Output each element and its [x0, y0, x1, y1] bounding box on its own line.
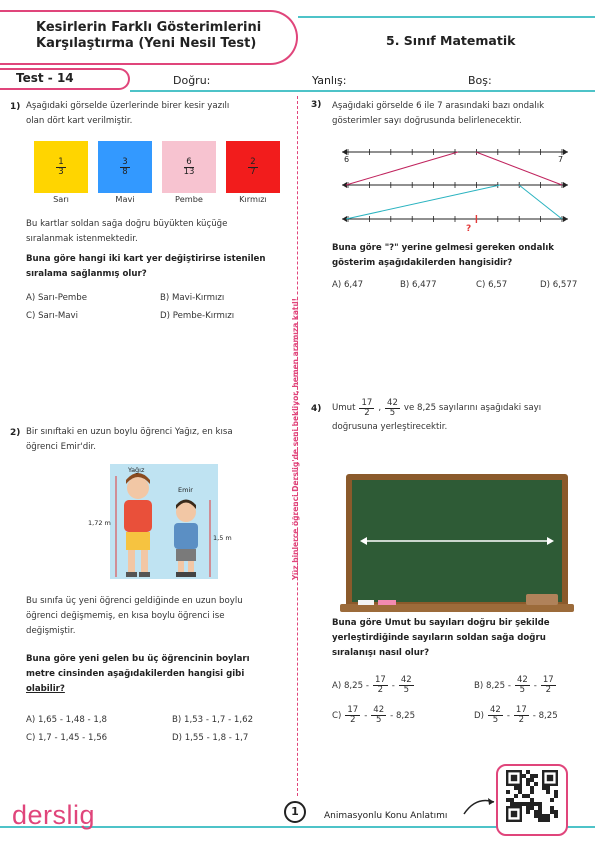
tall-boy-shirt [124, 500, 152, 532]
card-red [226, 141, 280, 193]
denominator: 5 [519, 685, 526, 695]
q4-prompt-line: sıralanışı nasıl olur? [332, 648, 430, 658]
q3-text-line: Aşağıdaki görselde 6 ile 7 arasındaki bazı ondalık [332, 101, 545, 111]
q4-option-a[interactable] [332, 676, 414, 695]
fraction-42-5 [488, 706, 503, 725]
q1-prompt-line: sıralama sağlanmış olur? [26, 269, 147, 279]
q2-prompt-line: metre cinsinden aşağıdakilerden hangisi gibi [26, 669, 245, 679]
option-text: C) [332, 710, 342, 721]
side-promo-text: Yüz binlerce öğrenci Derslig'de seni bekliyor, hemen aramıza katıl! [291, 297, 300, 580]
denominator: 2 [545, 685, 552, 695]
tall-boy-head [127, 477, 149, 499]
option-text: - 8,25 [532, 710, 558, 721]
page-number: 1 [284, 801, 306, 823]
denominator: 5 [492, 715, 499, 725]
fraction-42-5 [371, 706, 386, 725]
card-numerator: 1 [58, 156, 64, 167]
option-text: - 8,25 [390, 710, 416, 721]
option-text: A) 8,25 - [332, 680, 369, 691]
q4-text: Umut [332, 403, 356, 413]
q3-prompt-line: Buna göre "?" yerine gelmesi gereken ondalık [332, 243, 554, 253]
tall-boy-shoe [126, 572, 137, 577]
q1-text-line: sıralanmak istenmektedir. [26, 234, 138, 244]
question-1-number: 1) [10, 102, 21, 112]
tall-boy-leg [141, 550, 148, 574]
tall-boy-shorts [126, 532, 150, 550]
card-label: Kırmızı [239, 194, 267, 204]
students-illustration [90, 464, 240, 582]
question-4-number: 4) [311, 404, 322, 414]
option-dash: - [391, 680, 395, 691]
number-line-diagram [338, 140, 573, 235]
subject-label: 5. Sınıf Matematik [386, 33, 516, 48]
q1-text-line: Bu kartlar soldan sağa doğru büyükten küçüğe [26, 219, 228, 229]
question-3-prompt [332, 241, 590, 271]
q1-option-b[interactable]: B) Mavi-Kırmızı [160, 293, 225, 303]
short-student-height: 1,5 m [213, 534, 232, 542]
title-line-1: Kesirlerin Farklı Gösterimlerini [36, 20, 262, 35]
score-line [130, 90, 595, 92]
card-yellow [34, 141, 88, 193]
question-2-prompt [26, 652, 284, 697]
chalk-white [358, 600, 374, 605]
short-boy-shoe [186, 572, 196, 577]
q2-text-line: Bir sınıftaki en uzun boylu öğrenci Yağız, en kısa [26, 427, 233, 437]
question-4-prompt [332, 616, 590, 661]
chalkboard-number-line [352, 480, 562, 602]
question-4-intro-line: Umut $\frac{17}{2}$ , $\frac{42}{5}$ ve 8,25 sayılarını aşağıdaki sayı [332, 398, 542, 418]
short-boy-shorts [176, 549, 196, 561]
q2-option-c[interactable]: C) 1,7 - 1,45 - 1,56 [26, 733, 108, 743]
fraction-17-2 [345, 706, 360, 725]
q3-option-c[interactable]: C) 6,57 [476, 280, 508, 290]
denominator: 5 [376, 715, 382, 725]
fraction-42-5 [385, 399, 400, 418]
card-denominator: 13 [183, 166, 195, 177]
numerator: 42 [489, 705, 501, 715]
title-line-2: Karşılaştırma (Yeni Nesil Test) [36, 36, 257, 51]
denominator: 2 [518, 715, 525, 725]
fraction-17-2 [359, 399, 374, 418]
derslig-logo[interactable]: derslig [12, 800, 96, 830]
q2-text-line: değişmiştir. [26, 626, 76, 636]
question-2-intro [26, 425, 282, 455]
numerator: 17 [361, 398, 373, 408]
question-1-prompt [26, 252, 284, 282]
short-boy-shirt [174, 523, 198, 549]
animated-lesson-link[interactable]: Animasyonlu Konu Anlatımı [324, 811, 448, 821]
fraction-17-2 [541, 676, 556, 695]
q4-option-b[interactable] [474, 676, 556, 695]
page-title [36, 20, 261, 52]
q1-option-c[interactable]: C) Sarı-Mavi [26, 311, 78, 321]
numerator: 17 [374, 675, 386, 685]
fraction-42-5 [399, 676, 414, 695]
q1-text-line: Aşağıdaki görselde üzerlerinde birer kesir yazılı [26, 101, 230, 111]
question-1-body [26, 217, 282, 247]
q3-option-a[interactable]: A) 6,47 [332, 280, 364, 290]
q4-option-c[interactable] [332, 706, 415, 725]
wrong-label: Yanlış: [312, 74, 347, 87]
q4-prompt-line: Buna göre Umut bu sayıları doğru bir şekilde [332, 618, 550, 628]
numerator: 17 [515, 705, 527, 715]
option-text: D) [474, 710, 484, 721]
numerator: 17 [542, 675, 554, 685]
question-4-intro-line-2: doğrusuna yerleştirecektir. [332, 422, 448, 432]
q3-text-line: gösterimler sayı doğrusunda belirlenecektir. [332, 116, 522, 126]
chalkboard-ledge [340, 604, 574, 612]
chalk-pink [378, 600, 396, 605]
numerator: 42 [516, 675, 528, 685]
q4-option-d[interactable] [474, 706, 558, 725]
tall-boy-leg [128, 550, 135, 574]
q2-option-b[interactable]: B) 1,53 - 1,7 - 1,62 [172, 715, 254, 725]
denominator: 2 [377, 685, 384, 695]
card-label: Mavi [115, 194, 135, 204]
q4-prompt-line: yerleştirdiğinde sayıların soldan sağa doğru [332, 633, 546, 643]
card-denominator: 3 [58, 166, 64, 177]
zoom-line-right-1 [476, 152, 562, 185]
card-denominator: 8 [122, 166, 128, 177]
q1-text-line: olan dört kart verilmiştir. [26, 116, 133, 126]
number-line-label-left: 6 [344, 155, 350, 164]
question-3-number: 3) [311, 100, 322, 110]
q4-text: ve 8,25 sayılarını aşağıdaki sayı [403, 403, 542, 413]
zoom-line-left-2 [346, 185, 500, 219]
q2-text-line: Bu sınıfa üç yeni öğrenci geldiğinde en uzun boylu [26, 596, 243, 606]
card-blue [98, 141, 152, 193]
q3-option-d[interactable]: D) 6,577 [540, 280, 578, 290]
option-dash: - [506, 710, 510, 721]
zoom-line-left-1 [346, 152, 458, 185]
q1-option-a[interactable]: A) Sarı-Pembe [26, 293, 87, 303]
test-label: Test - 14 [16, 71, 74, 85]
q1-prompt-line: Buna göre hangi iki kart yer değiştirirse istenilen [26, 254, 266, 264]
fraction-42-5 [515, 676, 530, 695]
option-dash: - [533, 680, 537, 691]
fraction-17-2 [514, 706, 529, 725]
question-2-body [26, 594, 284, 639]
q3-prompt-line: gösterim aşağıdakilerden hangisidir? [332, 258, 513, 268]
denominator: 5 [403, 685, 409, 695]
numerator: 42 [387, 398, 398, 408]
tall-student-name: Yağız [128, 466, 145, 474]
question-2-number: 2) [10, 428, 21, 438]
short-student-name: Emir [178, 486, 193, 494]
zoom-line-right-2 [519, 185, 562, 219]
card-numerator: 2 [250, 156, 256, 167]
card-label: Sarı [53, 194, 69, 204]
q2-text-line: öğrenci Emir'dir. [26, 442, 97, 452]
card-numerator: 6 [186, 156, 192, 167]
denominator: 2 [364, 408, 370, 418]
numerator: 42 [400, 675, 412, 685]
denominator: 5 [389, 408, 396, 418]
q3-option-b[interactable]: B) 6,477 [400, 280, 437, 290]
card-numerator: 3 [122, 156, 128, 167]
curved-arrow-icon [462, 794, 498, 816]
tall-student-height: 1,72 m [88, 519, 111, 527]
question-3-intro [332, 99, 588, 129]
number-line-label-right: 7 [558, 155, 564, 164]
denominator: 2 [350, 715, 356, 725]
q2-option-a[interactable]: A) 1,65 - 1,48 - 1,8 [26, 715, 108, 725]
card-pink [162, 141, 216, 193]
numerator: 42 [373, 705, 385, 715]
q2-text-line: öğrenci değişmemiş, en kısa boylu öğrenci ise [26, 611, 225, 621]
fraction-cards [34, 141, 280, 193]
numerator: 17 [347, 705, 359, 715]
q2-option-d[interactable]: D) 1,55 - 1,8 - 1,7 [172, 733, 249, 743]
board-eraser [526, 594, 558, 605]
correct-label: Doğru: [173, 74, 211, 87]
option-dash: - [364, 710, 368, 721]
empty-label: Boş: [468, 74, 492, 87]
option-text: B) 8,25 - [474, 680, 511, 691]
tall-boy-shoe [139, 572, 150, 577]
q2-prompt-line: Buna göre yeni gelen bu üç öğrencinin boyları [26, 654, 250, 664]
short-boy-shoe [176, 572, 186, 577]
top-rule [298, 16, 595, 18]
q1-option-d[interactable]: D) Pembe-Kırmızı [160, 311, 235, 321]
question-1-intro [26, 99, 282, 129]
card-label: Pembe [175, 194, 203, 204]
question-mark-label: ? [466, 224, 472, 234]
card-labels [34, 194, 280, 204]
card-denominator: 7 [250, 166, 256, 177]
fraction-17-2 [373, 676, 388, 695]
qr-code-icon[interactable] [506, 770, 558, 822]
q2-prompt-line: olabilir? [26, 684, 65, 694]
